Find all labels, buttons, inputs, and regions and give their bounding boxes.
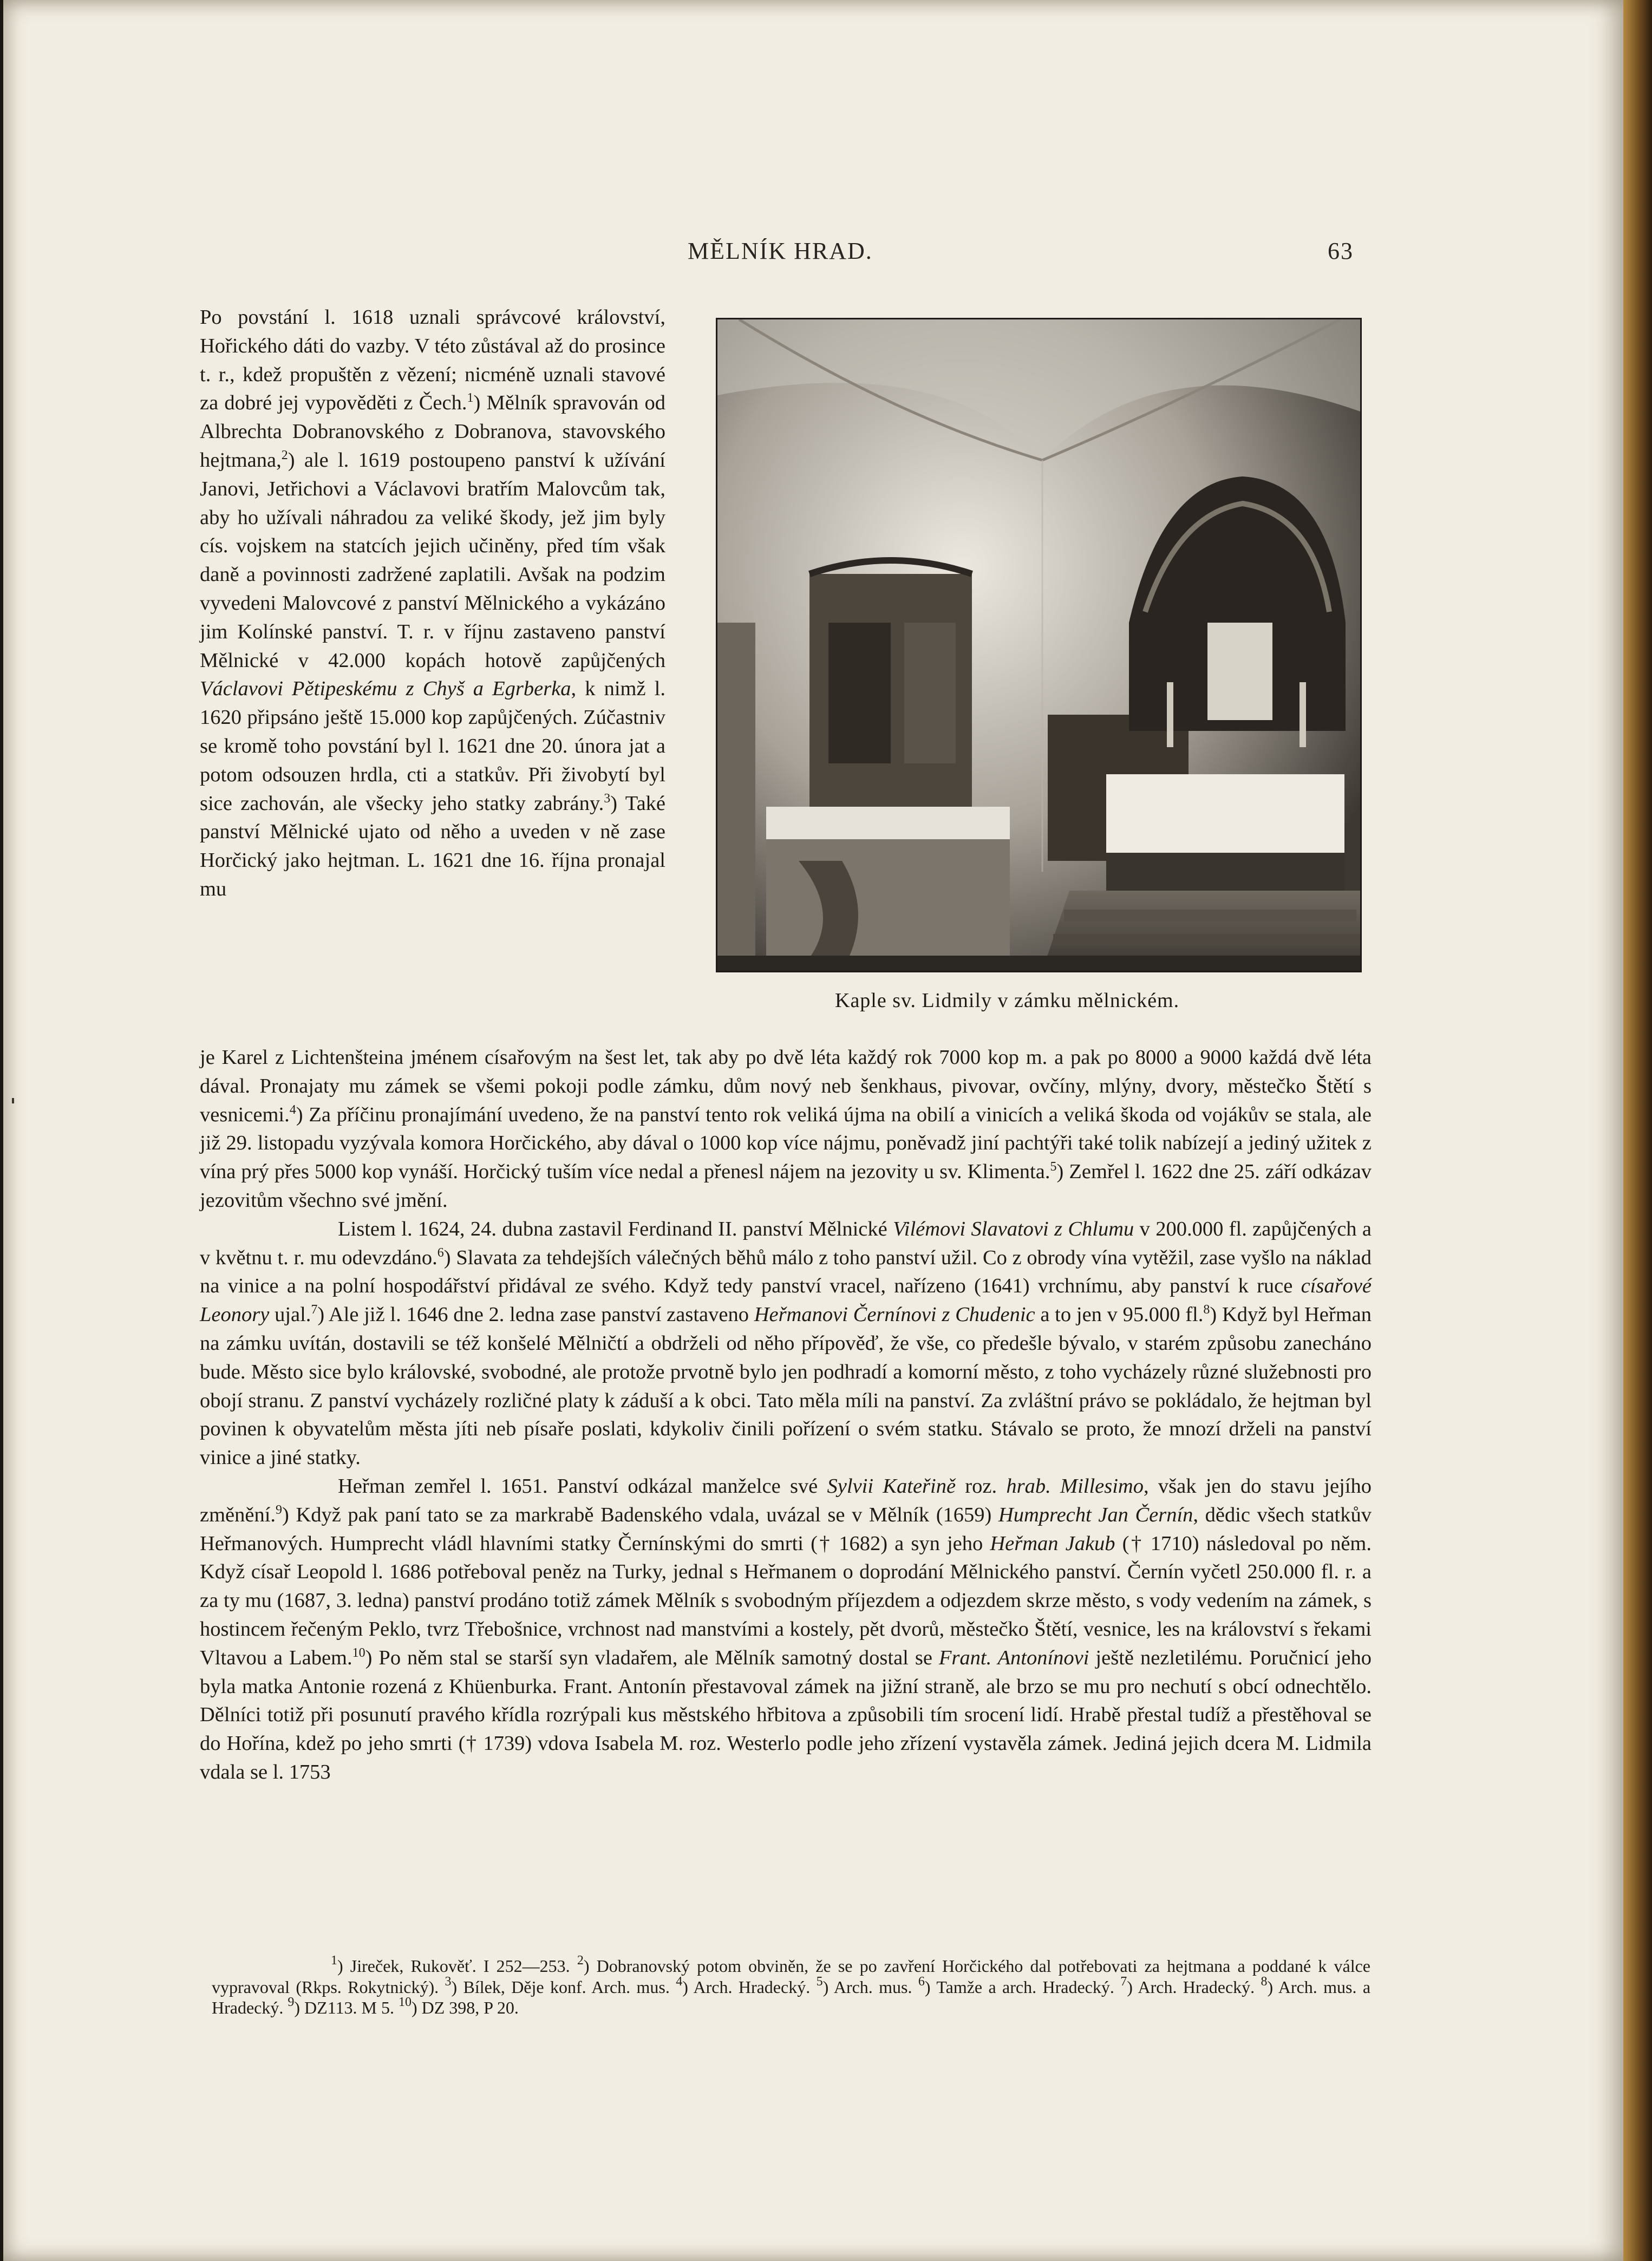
paragraph: Listem l. 1624, 24. dubna zastavil Ferdinand II. panství Mělnické Vilémovi Slavatovi z Chlumu v 200.000 fl. zapůjčených a v květnu t. r. mu odevzdáno.$^6$) Slavata za tehdejších válečných běhů málo z toho panství užil. Co z obrody vína vytěžil, zase vyšlo na náklad na vinice a na polní hospodářství přidával ze svého. Když tedy panství vracel, nařízeno (1641) vrchnímu, aby panství k ruce císařové Leonory ujal.$^7$) Ale již l. 1646 dne 2. ledna zase panství zastaveno Heřmanovi Černínovi z Chudenic a to jen v 95.000 fl.$^8$) Když byl Heřman na zámku uvítán, dostavili se též konšelé Mělničtí a obdrželi od něho přípověď, že vše, co předešle bývalo, v starém způsobu zanecháno bude. Město sice bylo královské, svobodné, ale protože prvotně bylo jen podhradí a komorní město, z toho vycházely různé služebnosti pro obojí stranu. Z panství vycházely rozličné platy k záduší a k obci. Tato měla míli na panství. Za zvláštní právo se pokládalo, že hejtman byl povinen k obyvatelům města jíti neb písaře poslati, kdykoliv činili pořízení o svém statku. Stávalo se proto, že mnozí drželi na panství vinice a jiné statky. bbox=[200, 1217, 1372, 1469]
book-page bbox=[3, 0, 1623, 2261]
chapel-interior-image bbox=[717, 319, 1360, 971]
footnotes: $^1$) Jireček, Rukověť. I 252—253. $^2$) Dobranovský potom obviněn, že se po zavření Horčického dal potřebovati za hejtmana a poddané k válce vypravoval (Rkps. Rokytnický). $^3$) Bílek, Děje konf. Arch. mus. $^4$) Arch. Hradecký. $^5$) Arch. mus. $^6$) Tamže a arch. Hradecký. $^7$) Arch. Hradecký. $^8$) Arch. mus. a Hradecký. $^9$) DZ113. M 5. $^{10}$) DZ 398, P 20. bbox=[212, 1953, 1371, 2017]
margin-mark bbox=[12, 1098, 14, 1103]
book-edge bbox=[1623, 0, 1652, 2261]
figure-caption: Kaple sv. Lidmily v zámku mělnickém. bbox=[835, 989, 1180, 1012]
page-number: 63 bbox=[1328, 238, 1354, 264]
paragraph: Heřman zemřel l. 1651. Panství odkázal manželce své Sylvii Kateřině roz. hrab. Millesimo, však jen do stavu jejího změnění.$^9$) Když pak paní tato se za markrabě Badenského vdala, uvázal se v Mělník (1659) Humprecht Jan Černín, dědic všech statkův Heřmanových. Humprecht vládl hlavními statky Černínskými do smrti († 1682) a syn jeho Heřman Jakub († 1710) následoval po něm. Když císař Leopold l. 1686 potřeboval peněz na Turky, jednal s Heřmanem o doprodání Mělnického panství. Černín vyčetl 250.000 fl. r. a za ty mu (1687, 3. ledna) panství prodáno totiž zámek Mělník s svobodným příjezdem a odjezdem skrze město, s vody vedením na zámek, s hostincem řečeným Peklo, tvrz Třebošnice, vrchnost nad manstvími a kostely, pět dvorů, městečko Štětí, vesnice, les na království s řekami Vltavou a Labem.$^{10}$) Po něm stal se starší syn vladařem, ale Mělník samotný dostal se Frant. Antonínovi ještě nezletilému. Poručnicí jeho byla matka Antonie rozená z Khüenburka. Frant. Antonín přestavoval zámek na jižní straně, ale brzo se mu pro nechutí s obcí odnechtělo. Dělníci totiž při posunutí pravého křídla rozrýpali kus městského hřbitova a způsobili tím srocení lidí. Hrabě přestal tudíž a přestěhoval se do Hořína, kdež po jeho smrti († 1739) vdova Isabela M. roz. Westerlo podle jeho zřízení vystavěla zámek. Jediná jejich dcera M. Lidmila vdala se l. 1753 bbox=[200, 1474, 1372, 1783]
body-text bbox=[200, 1043, 1372, 1787]
paragraph: je Karel z Lichtenšteina jménem císařovým na šest let, tak aby po dvě léta každý rok 7000 kop m. a pak po 8000 a 9000 každá dvě léta dával. Pronajaty mu zámek se všemi pokoji podle zámku, dům nový neb šenkhaus, pivovar, ovčíny, mlýny, dvory, městečko Štětí s vesnicemi.$^4$) Za příčinu pronajímání uvedeno, že na panství tento rok veliká újma na obilí a vinicích a veliká škoda od vojákův se stala, ale již 29. listopadu vyzývala komora Horčického, aby dával o 1000 kop více nájmu, poněvadž jiní pachtýři také tolik nabízejí a jediný užitek z vína prý přes 5000 kop vynáší. Horčický tuším více nedal a přenesl nájem na jezovity u sv. Klimenta.$^5$) Zemřel l. 1622 dne 25. září odkázav jezovitům všechno své jmění. bbox=[200, 1046, 1372, 1212]
chapel-photograph bbox=[716, 318, 1362, 972]
running-title: MĚLNÍK HRAD. bbox=[688, 238, 873, 264]
left-column-text: Po povstání l. 1618 uznali správcové království, Hořického dáti do vazby. V této zůstával až do prosince t. r., kdež propuštěn z vězení; nicméně uznali stavové za dobré jej vypověděti z Čech.$^1$) Mělník spravován od Albrechta Dobranovského z Dobranova, stavovského hejtmana,$^2$) ale l. 1619 postoupeno panství k užívání Janovi, Jetřichovi a Václavovi bratřím Malovcům tak, aby ho užívali náhradou za veliké škody, jež jim byly cís. vojskem na statcích jejich učiněny, před tím však daně a povinnosti zadržené zaplatili. Avšak na podzim vyvedeni Malovcové z panství Mělnického a vykázáno jim Kolínské panství. T. r. v říjnu zastaveno panství Mělnické v 42.000 kopách hotově zapůjčených Václavovi Pětipeskému z Chyš a Egrberka, k nimž l. 1620 připsáno ještě 15.000 kop zapůjčených. Zúčastniv se kromě toho povstání byl l. 1621 dne 20. února jat a potom odsouzen hrdla, cti a statkův. Při živobytí byl sice zachován, ale všecky jeho statky zabrány.$^3$) Také panství Mělnické ujato od něho a uveden v ně zase Horčický jako hejtman. L. 1621 dne 16. října pronajal mu bbox=[200, 306, 665, 900]
